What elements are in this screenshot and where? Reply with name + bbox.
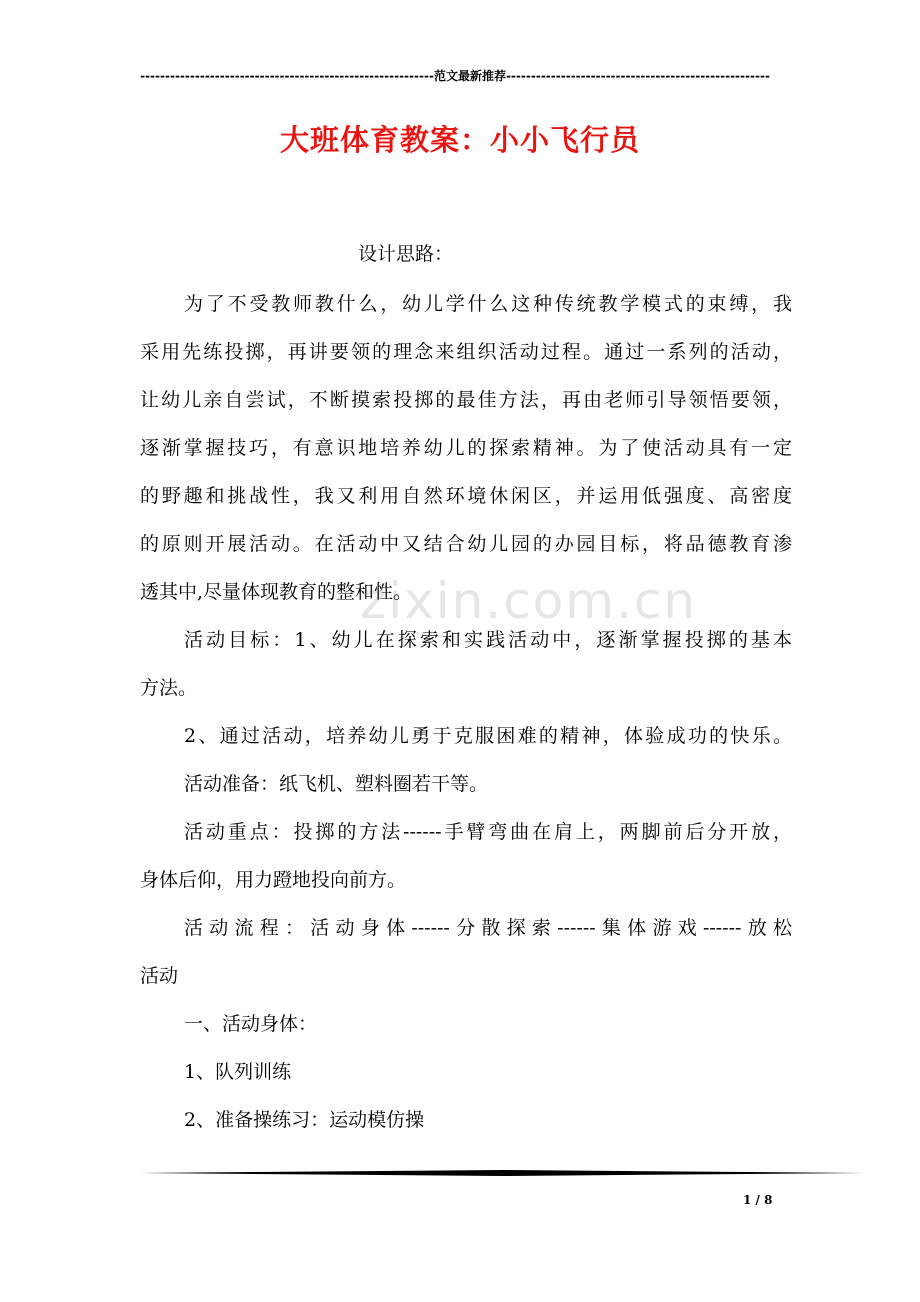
paragraph-line: 方法。	[140, 677, 198, 699]
list-item: 1、队列训练	[184, 1061, 292, 1083]
paragraph-line: 2、通过活动，培养幼儿勇于克服困难的精神，体验成功的快乐。	[184, 725, 792, 747]
paragraph-line: 让幼儿亲自尝试，不断摸索投掷的最佳方法，再由老师引导领悟要领，	[140, 389, 792, 411]
document-title: 大班体育教案：小小飞行员	[279, 123, 640, 157]
page-header	[140, 68, 770, 84]
watermark: zixin.com.cn	[360, 572, 698, 630]
paragraph-line: 身体后仰，用力蹬地投向前方。	[140, 869, 407, 891]
header-right-rule: -----------------------------------------------------	[505, 69, 770, 83]
paragraph-line: 活动	[140, 965, 179, 987]
paragraph-line: 的原则开展活动。在活动中又结合幼儿园的办园目标，将品德教育渗	[140, 533, 792, 555]
header-label: 范文最新推荐	[433, 69, 506, 83]
paragraph-line: 为了不受教师教什么，幼儿学什么这种传统教学模式的束缚，我	[184, 293, 792, 315]
paragraph-line: 透其中,尽量体现教育的整和性。	[140, 581, 413, 603]
paragraph-line: 活动准备：纸飞机、塑料圈若干等。	[184, 773, 489, 795]
paragraph-line: 活动重点：投掷的方法------手臂弯曲在肩上，两脚前后分开放，	[184, 821, 792, 843]
section-heading-design: 设计思路：	[358, 243, 454, 265]
paragraph-line: 活动目标：1、幼儿在探索和实践活动中，逐渐掌握投掷的基本	[184, 629, 792, 651]
section-heading: 一、活动身体：	[184, 1013, 318, 1035]
paragraph-line: 逐渐掌握技巧，有意识地培养幼儿的探索精神。为了使活动具有一定	[140, 437, 792, 459]
page-number: 1 / 8	[743, 1193, 773, 1207]
paragraph-line: 的野趣和挑战性，我又利用自然环境休闲区，并运用低强度、高密度	[140, 485, 792, 507]
list-item: 2、准备操练习：运动模仿操	[184, 1109, 425, 1131]
footer-rule	[140, 1170, 864, 1176]
paragraph-line: 活动流程：活动身体------分散探索------集体游戏------放松	[184, 917, 792, 939]
paragraph-line: 采用先练投掷，再讲要领的理念来组织活动过程。通过一系列的活动，	[140, 341, 792, 363]
header-left-rule: -----------------------------------------------------------	[140, 69, 434, 83]
